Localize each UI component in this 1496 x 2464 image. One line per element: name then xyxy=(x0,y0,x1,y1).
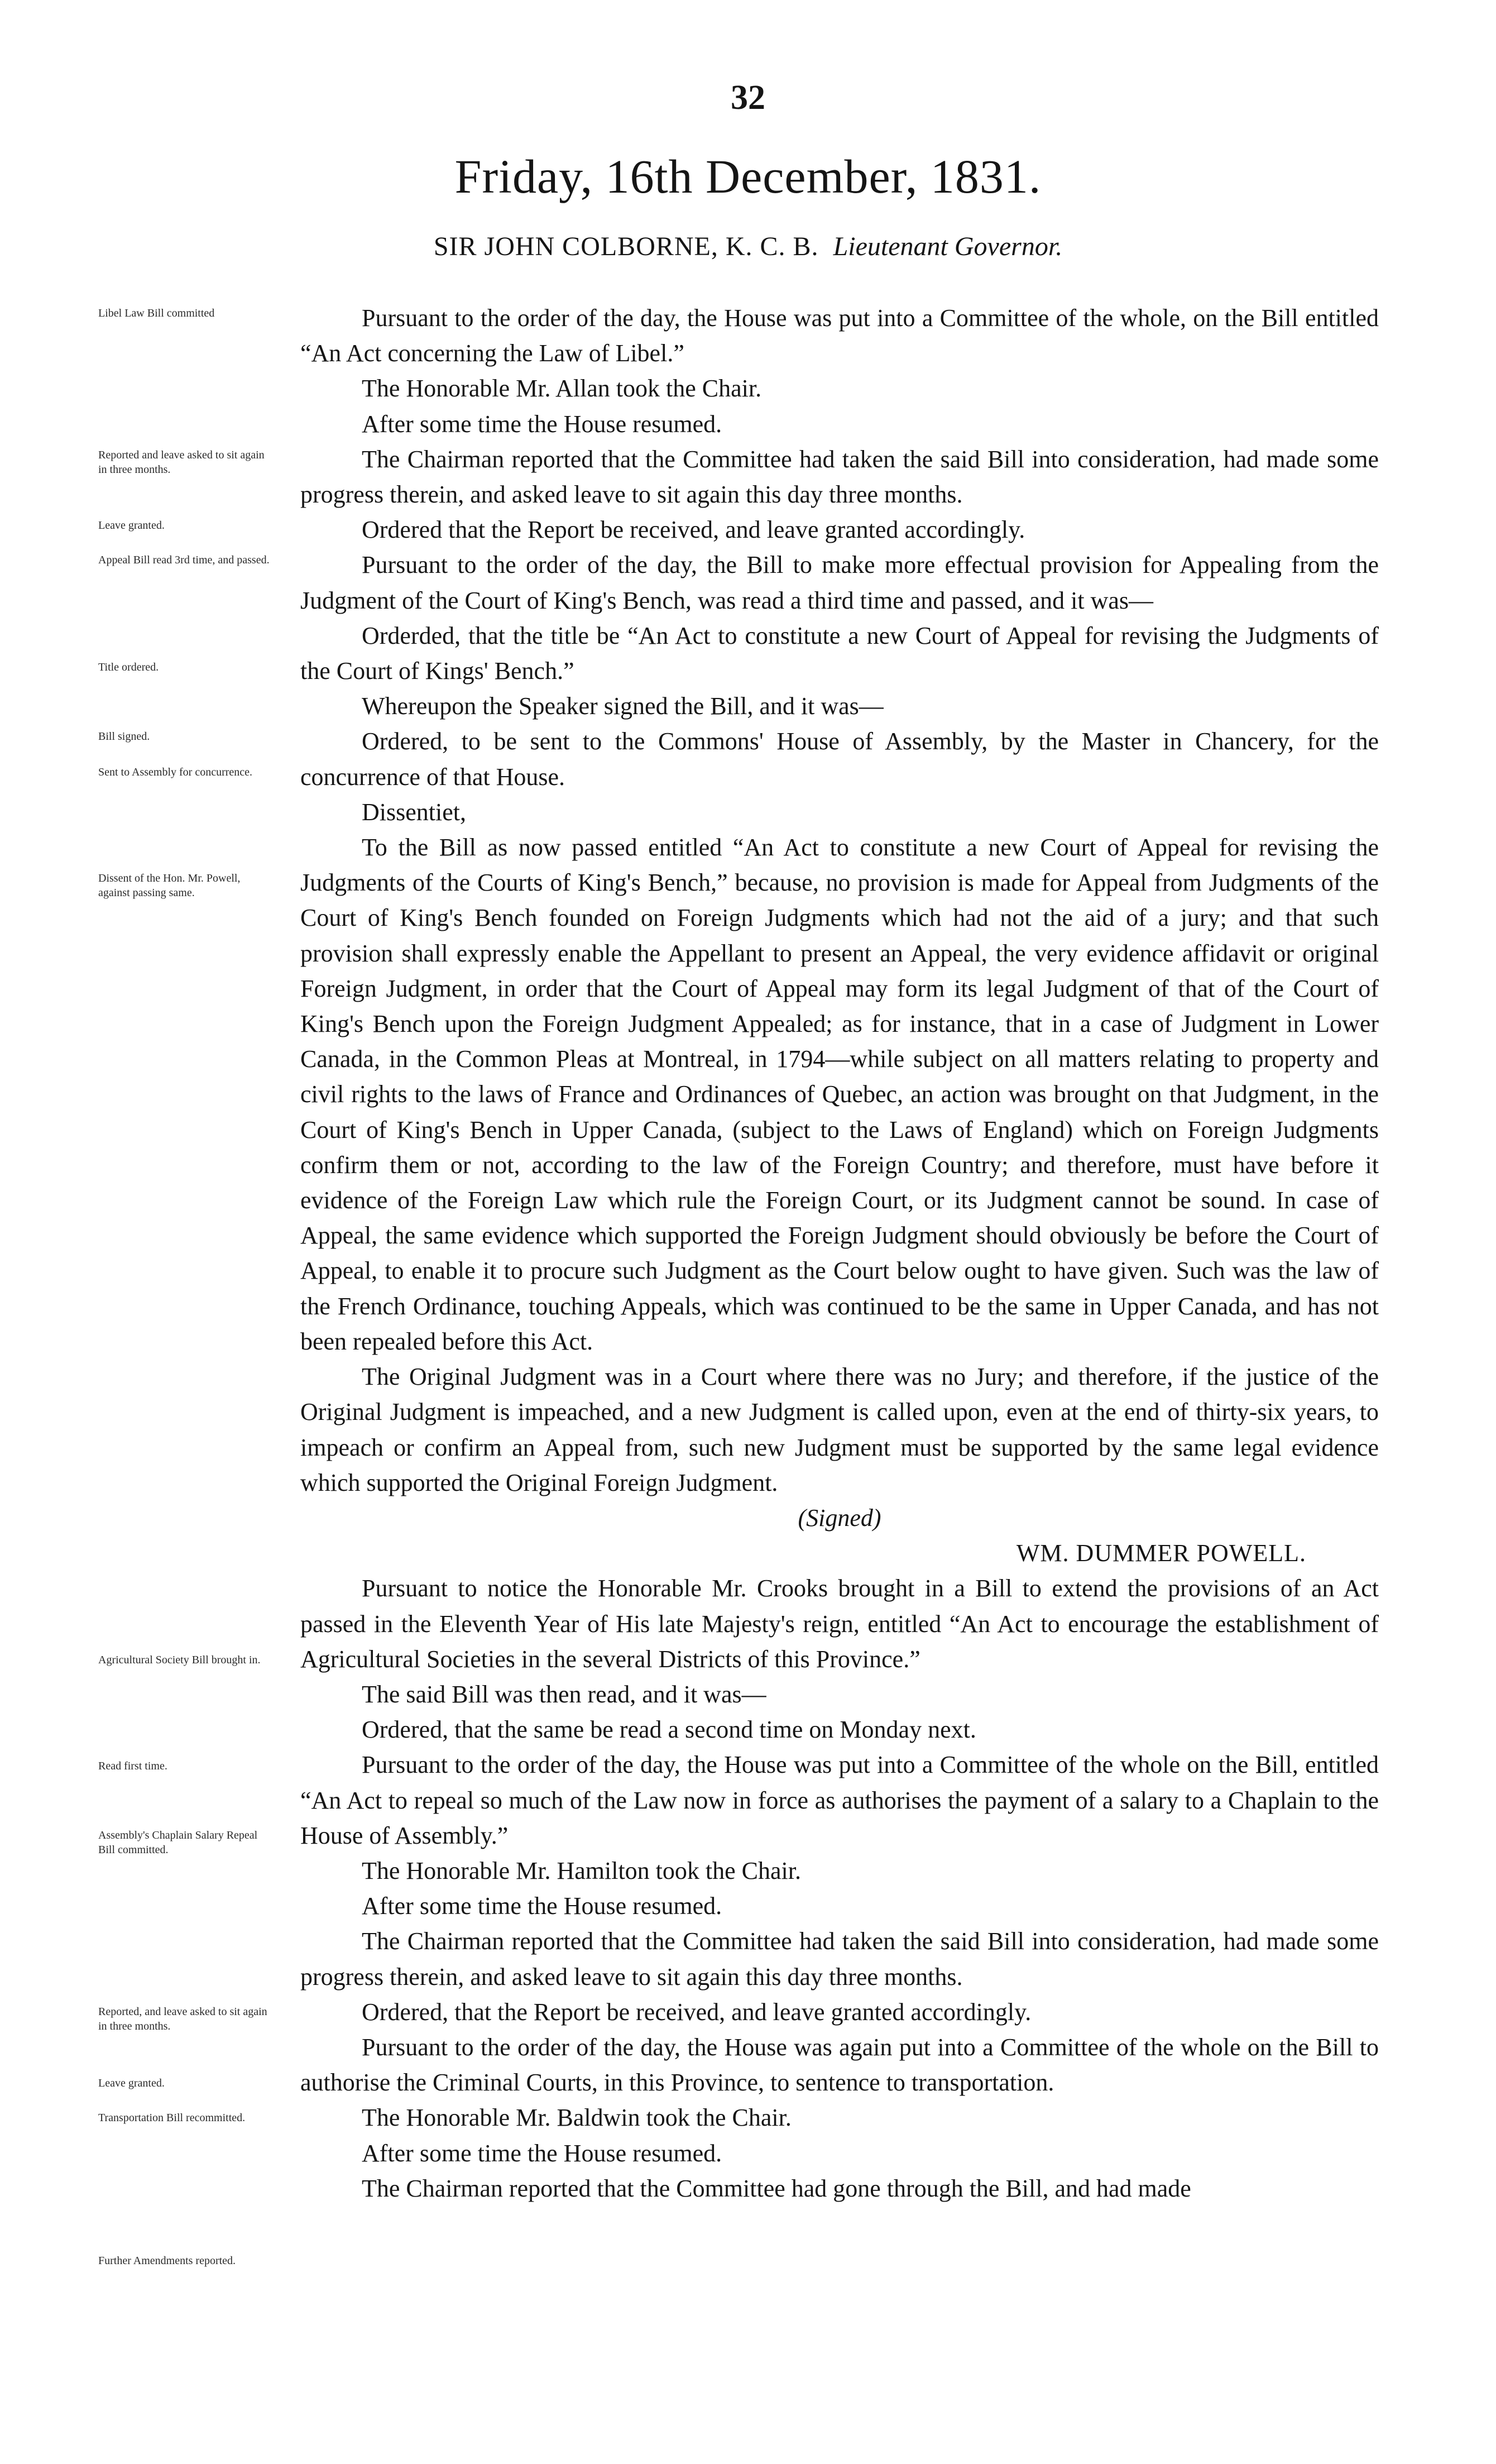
margin-note: Reported, and leave asked to sit again in three months. xyxy=(98,2006,267,2032)
margin-note: Leave granted. xyxy=(98,519,165,532)
paragraph: The Honorable Mr. Baldwin took the Chair. xyxy=(362,2104,792,2132)
page-title: Friday, 16th December, 1831. xyxy=(454,150,1042,203)
margin-note: Reported and leave asked to sit again in three months. xyxy=(98,449,265,476)
paragraph: Whereupon the Speaker signed the Bill, and it was— xyxy=(362,692,884,720)
paragraph: Pursuant to the order of the day, the Bill to make more effectual provision for Appealing from the Judgment of the Court of King's Bench, was read a third time and passed, and it was— xyxy=(300,551,1379,614)
paragraph: The Chairman reported that the Committee had taken the said Bill into consideration, had made some progress therein, and asked leave to sit again this day three months. xyxy=(300,1927,1379,1991)
paragraph: Dissentiet, xyxy=(362,798,466,826)
paragraph: The said Bill was then read, and it was— xyxy=(362,1680,766,1708)
margin-note: Assembly's Chaplain Salary Repeal Bill committed. xyxy=(98,1829,258,1856)
paragraph: The Honorable Mr. Allan took the Chair. xyxy=(362,375,762,403)
paragraph: The Chairman reported that the Committee had taken the said Bill into consideration, had made some progress therein, and asked leave to sit again this day three months. xyxy=(300,445,1379,509)
paragraph: After some time the House resumed. xyxy=(362,410,722,438)
paragraph: Ordered, that the Report be received, and leave granted accordingly. xyxy=(362,1998,1032,2026)
margin-note: Libel Law Bill committed xyxy=(98,307,215,319)
paragraph: The Honorable Mr. Hamilton took the Chair. xyxy=(362,1857,801,1884)
margin-note: Dissent of the Hon. Mr. Powell, against passing same. xyxy=(98,872,241,899)
margin-note: Leave granted. xyxy=(98,2077,165,2089)
paragraph: Ordered that the Report be received, and leave granted accordingly. xyxy=(362,516,1025,544)
page-number: 32 xyxy=(731,79,765,117)
margin-note: Sent to Assembly for concurrence. xyxy=(98,766,253,778)
paragraph: Orderded, that the title be “An Act to constitute a new Court of Appeal for revising the Judgments of the Court of Kings' Bench.” xyxy=(300,621,1379,685)
margin-note: Bill signed. xyxy=(98,730,150,743)
signed-label: (Signed) xyxy=(798,1504,881,1532)
margin-note: Agricultural Society Bill brought in. xyxy=(98,1654,261,1666)
paragraph: The Original Judgment was in a Court where there was no Jury; and therefore, if the justice of the Original Judgment is impeached, and a new Judgment is called upon, even at the end of thirty-six years, to impeach or confirm an Appeal from, such new Judgment must be supported by the same legal evidence which supported the Original Foreign Judgment. xyxy=(300,1363,1379,1496)
governor-name: SIR JOHN COLBORNE, K. C. B. xyxy=(433,232,819,261)
margin-note: Appeal Bill read 3rd time, and passed. xyxy=(98,554,270,566)
margin-note: Title ordered. xyxy=(98,661,159,673)
paragraph: Ordered, that the same be read a second time on Monday next. xyxy=(362,1716,976,1744)
governor-office: Lieutenant Governor. xyxy=(833,232,1063,261)
margin-note: Read first time. xyxy=(98,1760,167,1772)
paragraph: Pursuant to the order of the day, the House was put into a Committee of the whole, on the Bill entitled “An Act concerning the Law of Libel.” xyxy=(300,304,1379,367)
paragraph: Pursuant to the order of the day, the House was put into a Committee of the whole on the Bill, entitled “An Act to repeal so much of the Law now in force as authorises the payment of a salary to a Chaplain to the House of Assembly.” xyxy=(300,1751,1379,1849)
dissent-paragraph: To the Bill as now passed entitled “An Act to constitute a new Court of Appeal for revising the Judgments of the Courts of King's Bench,” because, no provision is made for Appeal from Judgments of the Court of King's Bench founded on Foreign Judgments which had not the aid of a jury; and that such provision shall expressly enable the Appellant to present an Appeal, the very evidence affidavit or original Foreign Judgment, in order that the Court of Appeal may form its legal Judgment of that of the Court of King's Bench upon the Foreign Judgment Appealed; as for instance, that in a case of Judgment in Lower Canada, in the Common Pleas at Montreal, in 1794—while subject on all matters relating to property and civil rights to the laws of France and Ordinances of Quebec, an action was brought on that Judgment, in the Court of King's Bench in Upper Canada, (subject to the Laws of England) which on Foreign Judgments confirm them or not, according to the law of the Foreign Country; and therefore, must have before it evidence of the Foreign Law which rule the Foreign Court, or its Judgment cannot be sound. In case of Appeal, the same evidence which supported the Foreign Judgment should obviously be before the Court of Appeal, to enable it to procure such Judgment as the Court below ought to have given. Such was the law of the French Ordinance, touching Appeals, which was continued to be the same in Upper Canada, and has not been repealed before this Act. xyxy=(300,834,1379,1355)
paragraph: Ordered, to be sent to the Commons' House of Assembly, by the Master in Chancery, for the concurrence of that House. xyxy=(300,728,1379,791)
paragraph: After some time the House resumed. xyxy=(362,1892,722,1920)
paragraph: The Chairman reported that the Committee had gone through the Bill, and had made xyxy=(362,2174,1191,2202)
margin-note: Transportation Bill recommitted. xyxy=(98,2112,246,2124)
paragraph: Pursuant to the order of the day, the House was again put into a Committee of the whole on the Bill to authorise the Criminal Courts, in this Province, to sentence to transportation. xyxy=(300,2033,1379,2097)
signatory-name: WM. DUMMER POWELL. xyxy=(1016,1539,1306,1567)
paragraph: Pursuant to notice the Honorable Mr. Crooks brought in a Bill to extend the provisions of an Act passed in the Eleventh Year of His late Majesty's reign, entitled “An Act to encourage the establishment of Agricultural Societies in the several Districts of this Province.” xyxy=(300,1575,1379,1673)
paragraph: After some time the House resumed. xyxy=(362,2139,722,2167)
session-subtitle xyxy=(0,231,1496,262)
journal-text xyxy=(300,300,1379,2206)
margin-note: Further Amendments reported. xyxy=(98,2255,236,2267)
